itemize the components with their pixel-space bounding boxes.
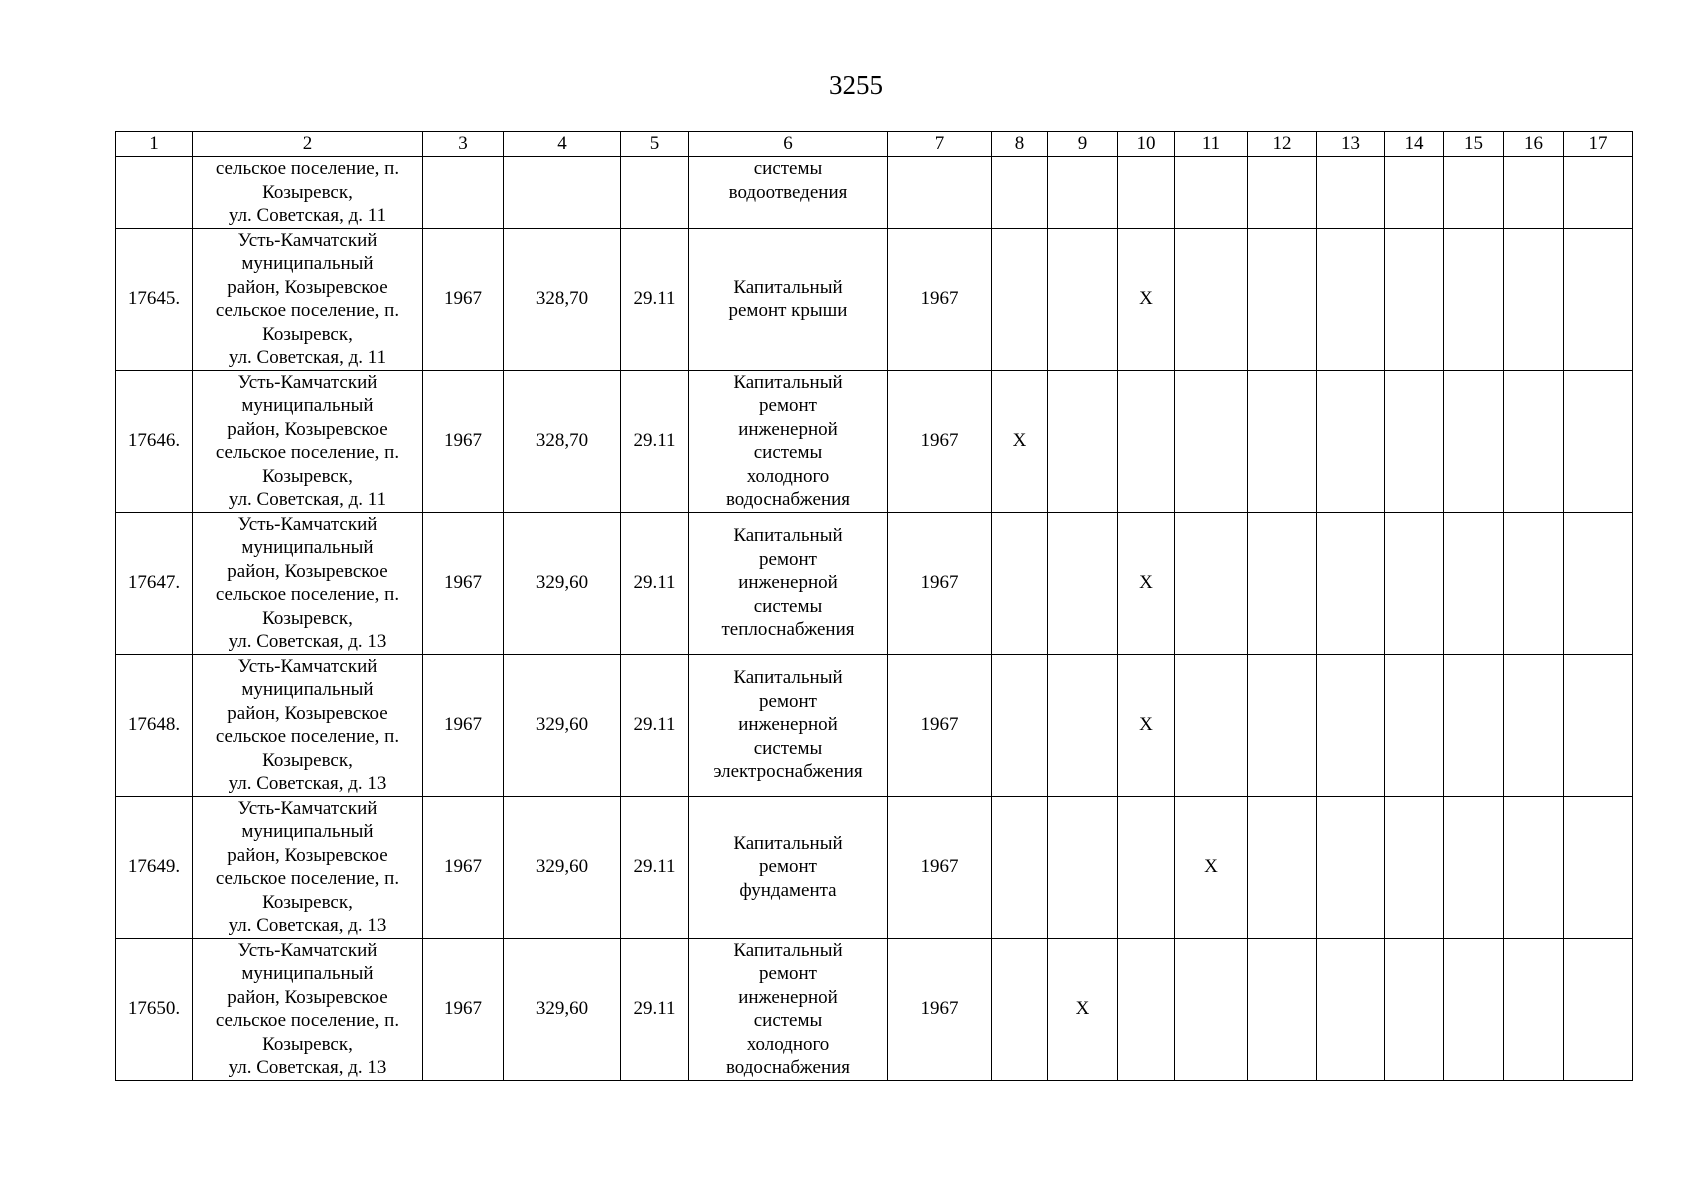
cell-c12 — [1248, 512, 1317, 654]
column-header-6: 6 — [689, 132, 888, 157]
cell-col7 — [888, 157, 992, 229]
cell-c10 — [1118, 796, 1175, 938]
cell-c13 — [1317, 796, 1385, 938]
cell-address — [193, 228, 423, 370]
cell-text: 29.11 — [633, 430, 676, 452]
cell-text: 1967 — [920, 572, 959, 594]
cell-work — [689, 157, 888, 229]
cell-c14 — [1385, 512, 1444, 654]
cell-year — [423, 938, 504, 1080]
cell-text: 328,70 — [535, 430, 589, 452]
cell-text: Капитальный ремонт инженерной системы холодного водоснабжения — [725, 939, 851, 1078]
cell-text: Усть-Камчатский муниципальный район, Козыревское сельское поселение, п. Козыревск, ул. Советская, д. 11 — [215, 371, 400, 510]
cell-c15 — [1444, 654, 1504, 796]
cell-c17 — [1564, 370, 1633, 512]
cell-c17 — [1564, 796, 1633, 938]
column-header-4: 4 — [504, 132, 621, 157]
cell-text: 17650. — [127, 998, 181, 1020]
column-header-7: 7 — [888, 132, 992, 157]
column-header-11: 11 — [1175, 132, 1248, 157]
cell-text: Усть-Камчатский муниципальный район, Козыревское сельское поселение, п. Козыревск, ул. Советская, д. 13 — [215, 655, 400, 794]
cell-text: 17646. — [127, 430, 181, 452]
cell-c13 — [1317, 654, 1385, 796]
cell-c10 — [1118, 228, 1175, 370]
cell-area — [504, 370, 621, 512]
column-header-5: 5 — [621, 132, 689, 157]
header-row — [116, 132, 1633, 157]
cell-year — [423, 654, 504, 796]
cell-col5 — [621, 796, 689, 938]
cell-c17 — [1564, 938, 1633, 1080]
cell-work — [689, 796, 888, 938]
cell-c11 — [1175, 228, 1248, 370]
table-row — [116, 938, 1633, 1080]
cell-address — [193, 938, 423, 1080]
cell-c8 — [992, 512, 1048, 654]
cell-c14 — [1385, 654, 1444, 796]
column-header-10: 10 — [1118, 132, 1175, 157]
column-header-17: 17 — [1564, 132, 1633, 157]
column-header-15: 15 — [1444, 132, 1504, 157]
cell-c12 — [1248, 157, 1317, 229]
cell-c12 — [1248, 370, 1317, 512]
cell-text: X — [1139, 572, 1153, 594]
cell-area — [504, 512, 621, 654]
cell-text: Усть-Камчатский муниципальный район, Козыревское сельское поселение, п. Козыревск, ул. Советская, д. 13 — [215, 513, 400, 652]
cell-c12 — [1248, 938, 1317, 1080]
cell-c15 — [1444, 938, 1504, 1080]
table-row — [116, 654, 1633, 796]
cell-work — [689, 512, 888, 654]
cell-c16 — [1504, 938, 1564, 1080]
cell-num — [116, 938, 193, 1080]
cell-text: X — [1139, 288, 1153, 310]
cell-col7 — [888, 370, 992, 512]
cell-c14 — [1385, 370, 1444, 512]
cell-work — [689, 654, 888, 796]
cell-year — [423, 512, 504, 654]
cell-year — [423, 228, 504, 370]
cell-num — [116, 370, 193, 512]
cell-c16 — [1504, 370, 1564, 512]
cell-c11 — [1175, 370, 1248, 512]
cell-text: 29.11 — [633, 572, 676, 594]
cell-c9 — [1048, 654, 1118, 796]
cell-text: Капитальный ремонт инженерной системы теплоснабжения — [721, 525, 855, 641]
cell-text: X — [1139, 714, 1153, 736]
cell-c11 — [1175, 157, 1248, 229]
cell-c12 — [1248, 796, 1317, 938]
cell-c10 — [1118, 370, 1175, 512]
cell-text: 1967 — [444, 856, 482, 878]
cell-c14 — [1385, 157, 1444, 229]
cell-c15 — [1444, 796, 1504, 938]
cell-text: 329,60 — [535, 998, 589, 1020]
table-row — [116, 512, 1633, 654]
cell-text: Капитальный ремонт инженерной системы электроснабжения — [713, 667, 863, 783]
table-row — [116, 228, 1633, 370]
table-row — [116, 157, 1633, 229]
page-number: 3255 — [829, 70, 883, 100]
cell-c13 — [1317, 157, 1385, 229]
cell-c13 — [1317, 938, 1385, 1080]
table-body — [116, 157, 1633, 1081]
cell-col5 — [621, 370, 689, 512]
cell-col5 — [621, 512, 689, 654]
cell-c16 — [1504, 228, 1564, 370]
cell-work — [689, 370, 888, 512]
cell-col5 — [621, 938, 689, 1080]
cell-address — [193, 654, 423, 796]
cell-col7 — [888, 512, 992, 654]
cell-c8 — [992, 157, 1048, 229]
cell-text: Капитальный ремонт крыши — [728, 276, 848, 321]
cell-num — [116, 228, 193, 370]
cell-c9 — [1048, 228, 1118, 370]
cell-area — [504, 228, 621, 370]
cell-text: 17647. — [127, 572, 181, 594]
cell-text: 1967 — [920, 288, 959, 310]
cell-num — [116, 796, 193, 938]
cell-col5 — [621, 654, 689, 796]
table-row — [116, 370, 1633, 512]
cell-c15 — [1444, 370, 1504, 512]
cell-text: 17649. — [127, 856, 181, 878]
cell-text: сельское поселение, п. Козыревск, ул. Советская, д. 11 — [215, 158, 400, 226]
cell-text: 329,60 — [535, 856, 589, 878]
cell-text: X — [1012, 430, 1027, 452]
cell-text: 29.11 — [633, 856, 676, 878]
cell-text: 328,70 — [535, 288, 589, 310]
cell-c8 — [992, 370, 1048, 512]
cell-address — [193, 370, 423, 512]
cell-area — [504, 157, 621, 229]
cell-c11 — [1175, 654, 1248, 796]
cell-text: Капитальный ремонт фундамента — [733, 832, 843, 901]
table-row — [116, 796, 1633, 938]
cell-c9 — [1048, 512, 1118, 654]
cell-num — [116, 512, 193, 654]
cell-c10 — [1118, 938, 1175, 1080]
cell-c17 — [1564, 157, 1633, 229]
works-table — [115, 131, 1633, 1081]
cell-c14 — [1385, 796, 1444, 938]
cell-col7 — [888, 938, 992, 1080]
column-header-14: 14 — [1385, 132, 1444, 157]
cell-col7 — [888, 796, 992, 938]
column-header-2: 2 — [193, 132, 423, 157]
cell-col7 — [888, 228, 992, 370]
cell-c15 — [1444, 512, 1504, 654]
cell-c12 — [1248, 654, 1317, 796]
column-header-1: 1 — [116, 132, 193, 157]
cell-year — [423, 370, 504, 512]
cell-c12 — [1248, 228, 1317, 370]
cell-text: X — [1075, 998, 1090, 1020]
cell-text: 29.11 — [633, 998, 676, 1020]
cell-text: 1967 — [444, 998, 482, 1020]
cell-c14 — [1385, 228, 1444, 370]
cell-c16 — [1504, 654, 1564, 796]
cell-c13 — [1317, 228, 1385, 370]
cell-text: 329,60 — [535, 714, 589, 736]
cell-c8 — [992, 796, 1048, 938]
cell-area — [504, 654, 621, 796]
cell-text: Капитальный ремонт инженерной системы холодного водоснабжения — [725, 371, 851, 510]
cell-text: системы водоотведения — [728, 158, 848, 203]
cell-text: 17648. — [127, 714, 181, 736]
cell-c9 — [1048, 796, 1118, 938]
cell-c11 — [1175, 938, 1248, 1080]
cell-text: 29.11 — [633, 714, 676, 736]
cell-text: 29.11 — [633, 288, 676, 310]
cell-text: 1967 — [444, 430, 482, 452]
cell-text: Усть-Камчатский муниципальный район, Козыревское сельское поселение, п. Козыревск, ул. Советская, д. 11 — [215, 229, 400, 368]
cell-work — [689, 228, 888, 370]
cell-text: 1967 — [920, 430, 959, 452]
cell-text: 1967 — [444, 288, 482, 310]
cell-c8 — [992, 228, 1048, 370]
cell-c9 — [1048, 938, 1118, 1080]
cell-text: Усть-Камчатский муниципальный район, Козыревское сельское поселение, п. Козыревск, ул. Советская, д. 13 — [215, 939, 400, 1078]
cell-address — [193, 796, 423, 938]
cell-c10 — [1118, 654, 1175, 796]
cell-col7 — [888, 654, 992, 796]
column-header-3: 3 — [423, 132, 504, 157]
column-header-8: 8 — [992, 132, 1048, 157]
cell-c15 — [1444, 157, 1504, 229]
cell-text: 1967 — [920, 714, 959, 736]
cell-text: X — [1204, 856, 1218, 878]
cell-c13 — [1317, 512, 1385, 654]
cell-text: 329,60 — [535, 572, 589, 594]
cell-c16 — [1504, 157, 1564, 229]
cell-text: 1967 — [920, 856, 959, 878]
cell-c17 — [1564, 512, 1633, 654]
cell-area — [504, 796, 621, 938]
cell-address — [193, 157, 423, 229]
cell-num — [116, 654, 193, 796]
cell-c14 — [1385, 938, 1444, 1080]
cell-area — [504, 938, 621, 1080]
cell-c10 — [1118, 512, 1175, 654]
cell-col5 — [621, 228, 689, 370]
cell-text: 1967 — [444, 572, 482, 594]
cell-year — [423, 796, 504, 938]
column-header-12: 12 — [1248, 132, 1317, 157]
cell-work — [689, 938, 888, 1080]
cell-c13 — [1317, 370, 1385, 512]
cell-c11 — [1175, 796, 1248, 938]
cell-year — [423, 157, 504, 229]
cell-c16 — [1504, 796, 1564, 938]
cell-c17 — [1564, 228, 1633, 370]
cell-c8 — [992, 938, 1048, 1080]
cell-c15 — [1444, 228, 1504, 370]
cell-c8 — [992, 654, 1048, 796]
cell-text: 17645. — [127, 288, 181, 310]
cell-c9 — [1048, 370, 1118, 512]
cell-text: Усть-Камчатский муниципальный район, Козыревское сельское поселение, п. Козыревск, ул. Советская, д. 13 — [215, 797, 400, 936]
cell-text: 1967 — [920, 998, 959, 1020]
cell-address — [193, 512, 423, 654]
column-header-9: 9 — [1048, 132, 1118, 157]
cell-num — [116, 157, 193, 229]
column-header-13: 13 — [1317, 132, 1385, 157]
cell-c11 — [1175, 512, 1248, 654]
cell-text: 1967 — [444, 714, 482, 736]
cell-c16 — [1504, 512, 1564, 654]
cell-c9 — [1048, 157, 1118, 229]
cell-c10 — [1118, 157, 1175, 229]
cell-c17 — [1564, 654, 1633, 796]
column-header-16: 16 — [1504, 132, 1564, 157]
cell-col5 — [621, 157, 689, 229]
